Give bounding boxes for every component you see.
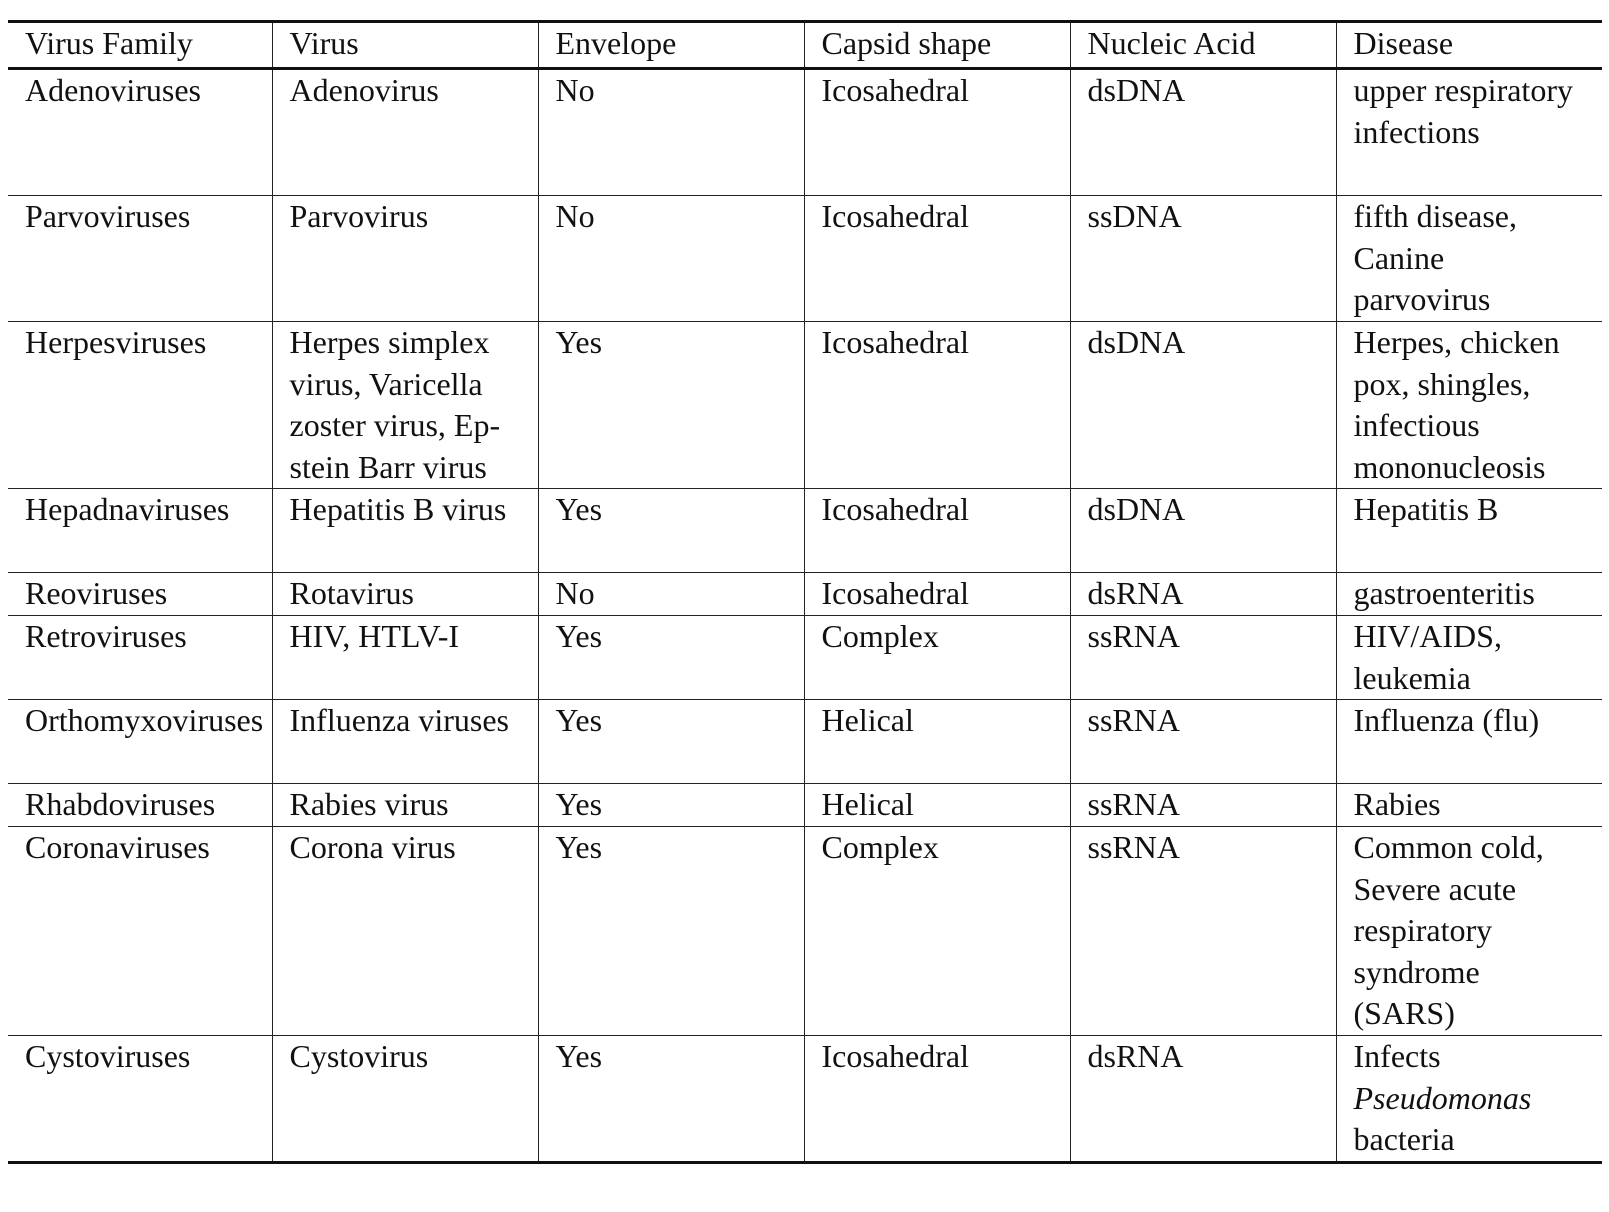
table-row: [8, 827, 1602, 1036]
cell-virus: Influenza viruses: [272, 700, 538, 784]
cell-virus-family: Reoviruses: [8, 573, 272, 616]
header-envelope: Envelope: [538, 22, 804, 69]
cell-nucleic-acid: ssDNA: [1070, 196, 1336, 322]
table-row: [8, 616, 1602, 700]
header-capsid-shape: Capsid shape: [804, 22, 1070, 69]
cell-capsid-shape: Icosahedral: [804, 489, 1070, 573]
cell-nucleic-acid: dsDNA: [1070, 489, 1336, 573]
table-row: [8, 784, 1602, 827]
cell-virus-family: Coronaviruses: [8, 827, 272, 1036]
cell-capsid-shape: Helical: [804, 784, 1070, 827]
cell-envelope: No: [538, 573, 804, 616]
cell-capsid-shape: Helical: [804, 700, 1070, 784]
cell-envelope: Yes: [538, 1036, 804, 1163]
disease-suffix: bacteria: [1353, 1121, 1455, 1157]
cell-virus-family: Cystoviruses: [8, 1036, 272, 1163]
cell-virus-family: Retroviruses: [8, 616, 272, 700]
cell-virus: Rotavirus: [272, 573, 538, 616]
cell-envelope: Yes: [538, 700, 804, 784]
cell-virus-family: Rhabdoviruses: [8, 784, 272, 827]
cell-virus: Herpes simplex virus, Varicella zoster virus, Epstein Barr virus: [272, 322, 538, 489]
cell-virus-family: Herpesviruses: [8, 322, 272, 489]
cell-capsid-shape: Complex: [804, 616, 1070, 700]
header-disease: Disease: [1336, 22, 1602, 69]
cell-nucleic-acid: dsRNA: [1070, 1036, 1336, 1163]
cell-disease: Common cold, Severe acute respiratory syndrome (SARS): [1336, 827, 1602, 1036]
cell-capsid-shape: Icosahedral: [804, 196, 1070, 322]
disease-prefix: Infects: [1353, 1038, 1441, 1074]
cell-virus: Cystovirus: [272, 1036, 538, 1163]
cell-disease: Influenza (flu): [1336, 700, 1602, 784]
cell-disease: Hepatitis B: [1336, 489, 1602, 573]
header-nucleic-acid: Nucleic Acid: [1070, 22, 1336, 69]
cell-virus: HIV, HTLV-I: [272, 616, 538, 700]
cell-envelope: No: [538, 69, 804, 196]
table-row: [8, 322, 1602, 489]
cell-nucleic-acid: ssRNA: [1070, 784, 1336, 827]
cell-capsid-shape: Icosahedral: [804, 69, 1070, 196]
table-row: [8, 196, 1602, 322]
cell-virus: Corona virus: [272, 827, 538, 1036]
cell-disease: gastroenteritis: [1336, 573, 1602, 616]
cell-nucleic-acid: ssRNA: [1070, 700, 1336, 784]
cell-capsid-shape: Icosahedral: [804, 1036, 1070, 1163]
cell-virus-family: Adenoviruses: [8, 69, 272, 196]
cell-virus: Adenovirus: [272, 69, 538, 196]
table-row: [8, 1036, 1602, 1163]
cell-virus-family: Hepadnaviruses: [8, 489, 272, 573]
table-row: [8, 489, 1602, 573]
cell-nucleic-acid: dsDNA: [1070, 69, 1336, 196]
cell-disease: upper respiratory infections: [1336, 69, 1602, 196]
cell-virus: Parvovirus: [272, 196, 538, 322]
cell-disease: Herpes, chicken pox, shingles, infectious mononucleosis: [1336, 322, 1602, 489]
disease-italic-genus: Pseudomonas: [1353, 1079, 1532, 1116]
table-row: [8, 700, 1602, 784]
cell-nucleic-acid: ssRNA: [1070, 827, 1336, 1036]
table-header: [8, 22, 1602, 69]
cell-capsid-shape: Complex: [804, 827, 1070, 1036]
cell-disease: HIV/AIDS, leukemia: [1336, 616, 1602, 700]
cell-disease: fifth disease, Canine parvovirus: [1336, 196, 1602, 322]
cell-envelope: Yes: [538, 616, 804, 700]
cell-nucleic-acid: dsDNA: [1070, 322, 1336, 489]
cell-virus-family: Parvoviruses: [8, 196, 272, 322]
cell-capsid-shape: Icosahedral: [804, 322, 1070, 489]
cell-disease: [1336, 1036, 1602, 1163]
table-body: [8, 69, 1602, 1163]
cell-envelope: Yes: [538, 827, 804, 1036]
cell-envelope: Yes: [538, 784, 804, 827]
cell-nucleic-acid: ssRNA: [1070, 616, 1336, 700]
table-row: [8, 69, 1602, 196]
header-row: [8, 22, 1602, 69]
header-virus-family: Virus Family: [8, 22, 272, 69]
cell-envelope: No: [538, 196, 804, 322]
table-row: [8, 573, 1602, 616]
cell-envelope: Yes: [538, 489, 804, 573]
cell-virus: Hepatitis B virus: [272, 489, 538, 573]
header-virus: Virus: [272, 22, 538, 69]
cell-virus: Rabies virus: [272, 784, 538, 827]
cell-nucleic-acid: dsRNA: [1070, 573, 1336, 616]
virus-table: [8, 20, 1602, 1164]
cell-disease: Rabies: [1336, 784, 1602, 827]
cell-envelope: Yes: [538, 322, 804, 489]
cell-virus-family: Orthomyxoviruses: [8, 700, 272, 784]
cell-capsid-shape: Icosahedral: [804, 573, 1070, 616]
